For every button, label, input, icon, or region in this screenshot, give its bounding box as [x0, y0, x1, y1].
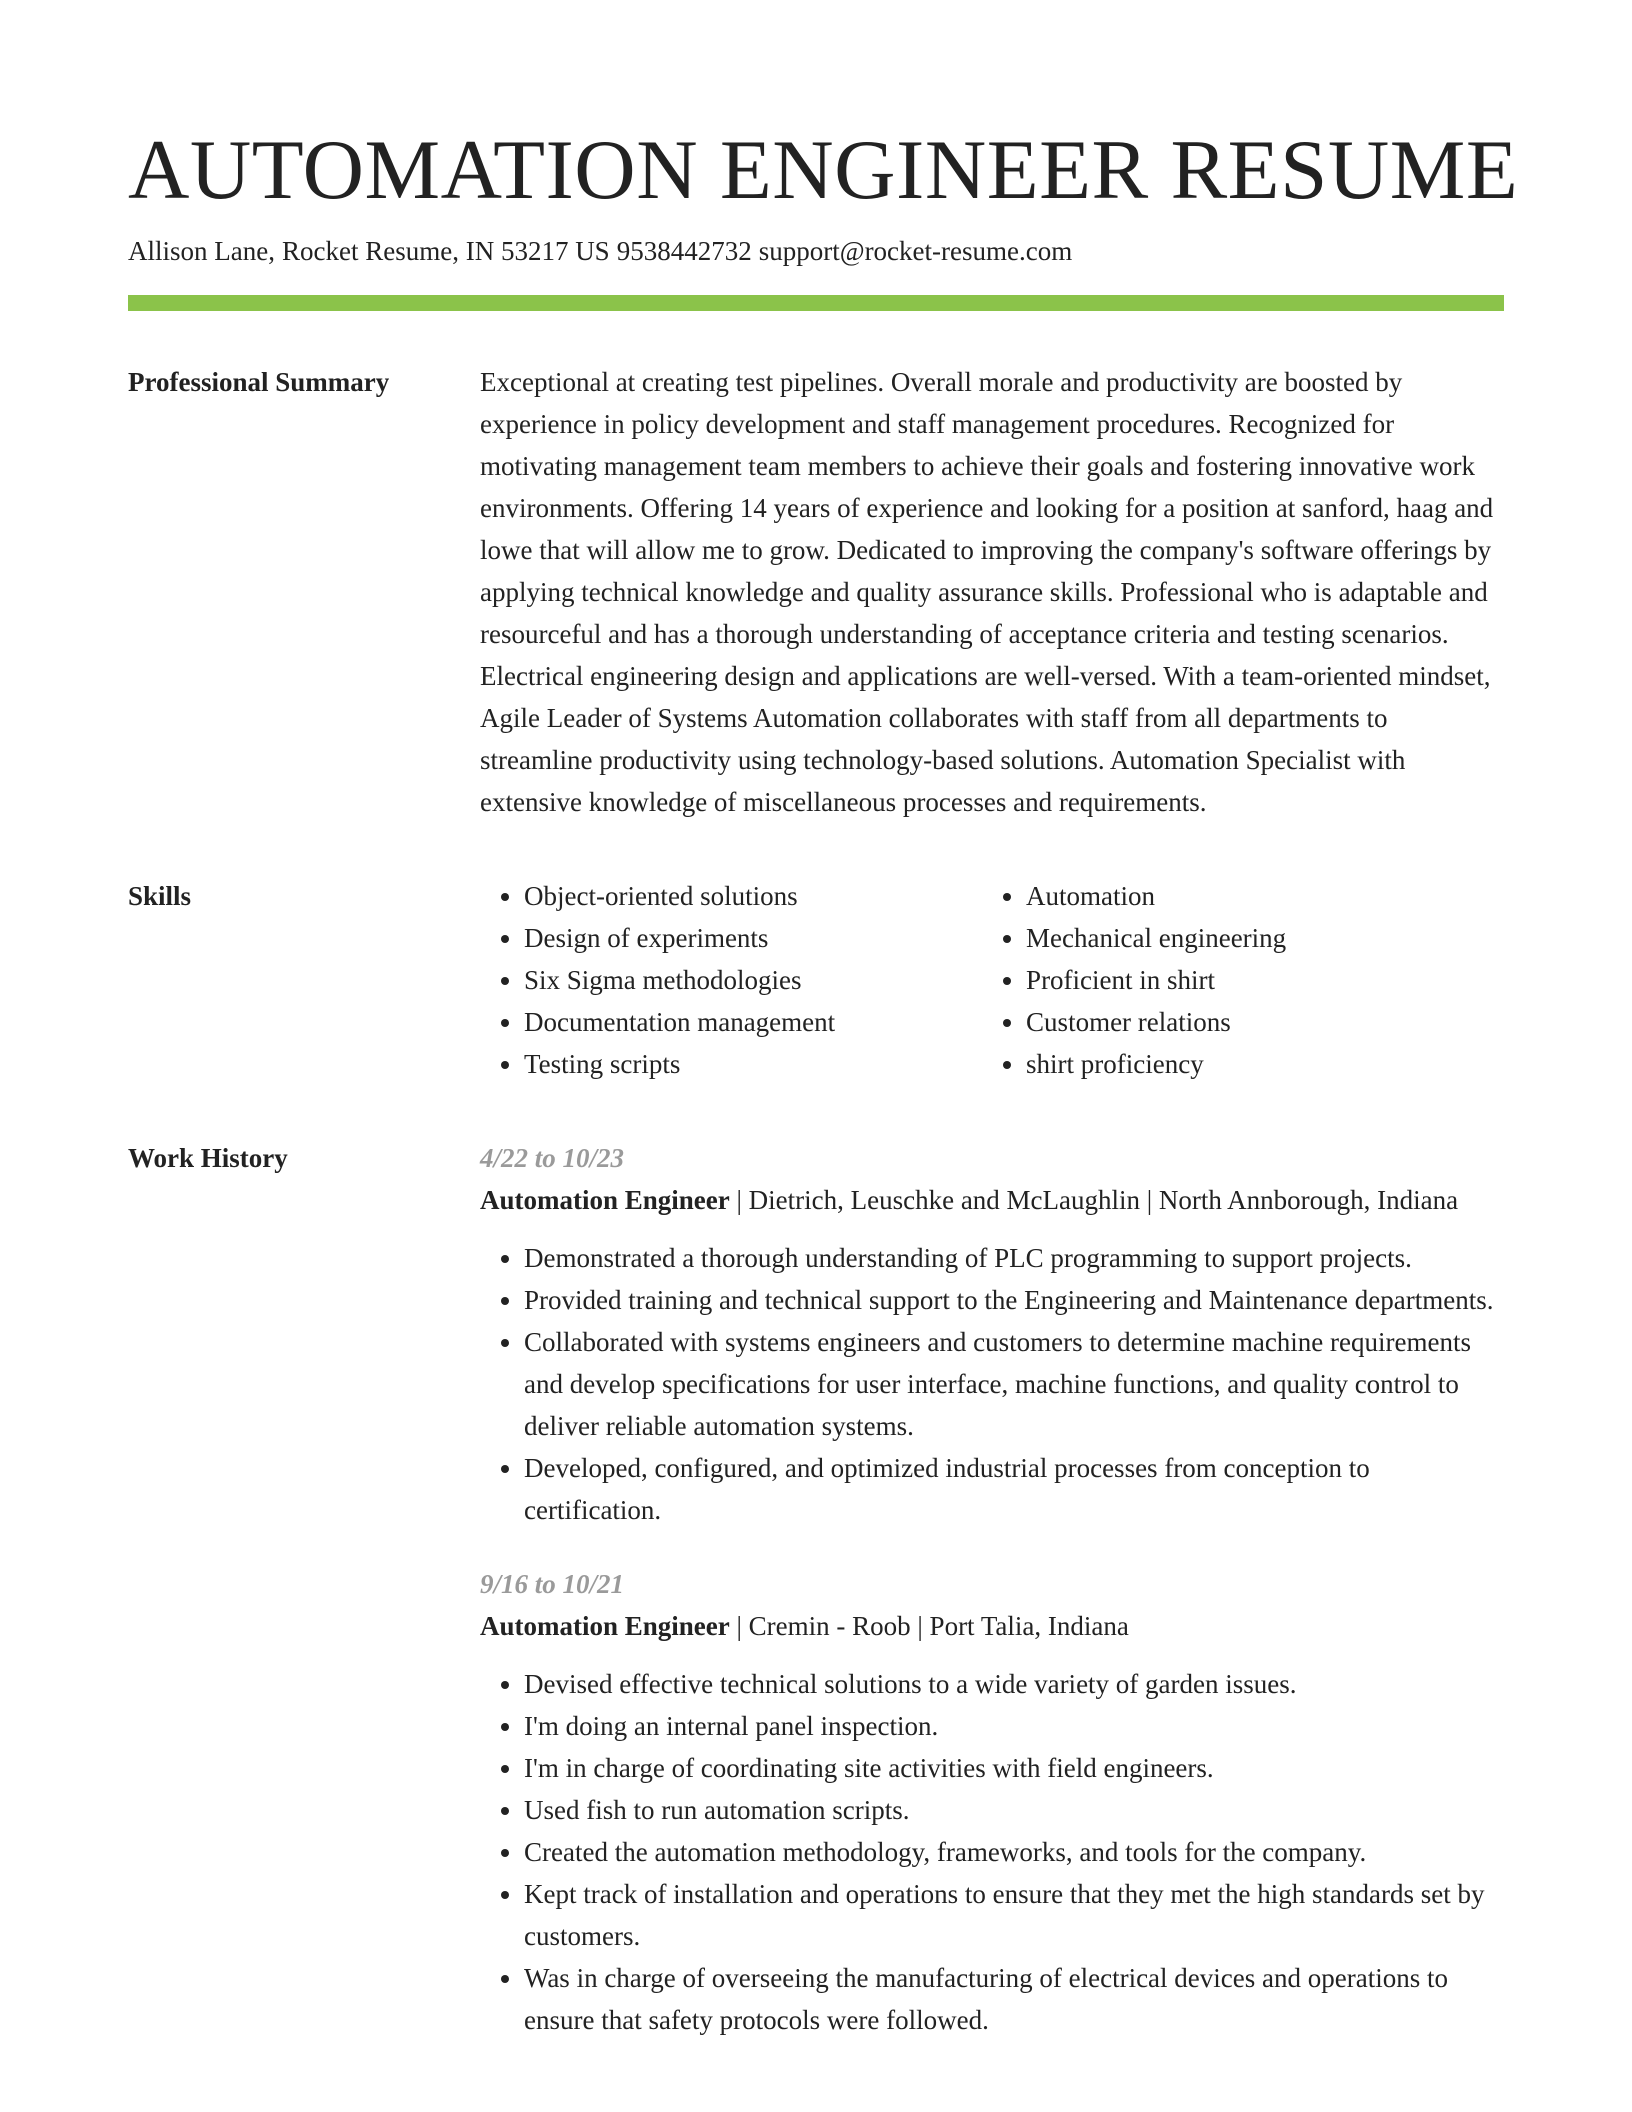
skills-list: [480, 875, 1504, 1085]
job-bullets: [480, 1237, 1504, 1531]
job-bullet: • Demonstrated a thorough understanding of PLC programming to support projects.: [524, 1237, 1504, 1279]
summary-text: Exceptional at creating test pipelines. Overall morale and productivity are boosted by experience in policy development and staff management procedures. Recognized for motivating management team members to achieve their goals and fostering innovative work environments. Offering 14 years of experience and looking for a position at sanford, haag and lowe that will allow me to grow. Dedicated to improving the company's software offerings by applying technical knowledge and quality assurance skills. Professional who is adaptable and resourceful and has a thorough understanding of acceptance criteria and testing scenarios. Electrical engineering design and applications are well-versed. With a team-oriented mindset, Agile Leader of Systems Automation collaborates with staff from all departments to streamline productivity using technology-based solutions. Automation Specialist with extensive knowledge of miscellaneous processes and requirements.: [480, 367, 1494, 817]
job-details: | Dietrich, Leuschke and McLaughlin | North Annborough, Indiana: [729, 1185, 1459, 1215]
summary-heading: Professional Summary: [128, 367, 390, 397]
skills-heading: Skills: [128, 881, 192, 911]
skill-item: • Design of experiments: [524, 917, 982, 959]
skills-section: [128, 875, 1504, 1085]
job-dates: 4/22 to 10/23: [480, 1143, 625, 1173]
contact-address: Rocket Resume, IN 53217 US: [281, 236, 610, 266]
skill-item: • shirt proficiency: [1026, 1043, 1504, 1085]
job-header: [480, 1179, 1504, 1221]
resume-title: AUTOMATION ENGINEER RESUME: [128, 123, 1519, 217]
skill-item: • Testing scripts: [524, 1043, 982, 1085]
skill-item: • Automation: [1026, 875, 1504, 917]
skills-column-right: [982, 875, 1504, 1085]
skill-item: • Documentation management: [524, 1001, 982, 1043]
job-dates: 9/16 to 10/21: [480, 1569, 625, 1599]
skills-column-left: [480, 875, 982, 1085]
header-divider: [128, 295, 1504, 311]
work-history-heading: Work History: [128, 1143, 288, 1173]
skill-item: • Mechanical engineering: [1026, 917, 1504, 959]
job-bullet: • Provided training and technical support to the Engineering and Maintenance departments.: [524, 1279, 1504, 1321]
contact-phone: 9538442732: [616, 236, 752, 266]
job-entry: [480, 1563, 1504, 2041]
job-title: Automation Engineer: [480, 1611, 730, 1641]
skill-item: • Customer relations: [1026, 1001, 1504, 1043]
contact-line: [128, 233, 1504, 269]
job-bullet: • Created the automation methodology, frameworks, and tools for the company.: [524, 1831, 1504, 1873]
job-bullet: • Used fish to run automation scripts.: [524, 1789, 1504, 1831]
skill-item: • Six Sigma methodologies: [524, 959, 982, 1001]
resume-page: [128, 118, 1519, 2041]
contact-email: support@rocket-resume.com: [758, 236, 1073, 266]
job-details: | Cremin - Roob | Port Talia, Indiana: [729, 1611, 1129, 1641]
skill-item: • Proficient in shirt: [1026, 959, 1504, 1001]
job-bullet: • I'm doing an internal panel inspection.: [524, 1705, 1504, 1747]
job-bullet: • Collaborated with systems engineers and customers to determine machine requirements and develop specifications for user interface, machine functions, and quality control to deliver reliable automation systems.: [524, 1321, 1504, 1447]
job-bullets: [480, 1663, 1504, 2041]
job-bullet: • Kept track of installation and operations to ensure that they met the high standards set by customers.: [524, 1873, 1504, 1957]
job-header: [480, 1605, 1504, 1647]
job-bullet: • Developed, configured, and optimized industrial processes from conception to certification.: [524, 1447, 1504, 1531]
skill-item: • Object-oriented solutions: [524, 875, 982, 917]
summary-section: [128, 361, 1504, 823]
job-title: Automation Engineer: [480, 1185, 730, 1215]
job-bullet: • I'm in charge of coordinating site activities with field engineers.: [524, 1747, 1504, 1789]
work-history-section: [128, 1137, 1504, 2041]
job-bullet: • Was in charge of overseeing the manufacturing of electrical devices and operations to ensure that safety protocols were followed.: [524, 1957, 1504, 2041]
job-entry: [480, 1137, 1504, 1531]
contact-name: Allison Lane,: [128, 236, 275, 266]
job-bullet: • Devised effective technical solutions to a wide variety of garden issues.: [524, 1663, 1504, 1705]
